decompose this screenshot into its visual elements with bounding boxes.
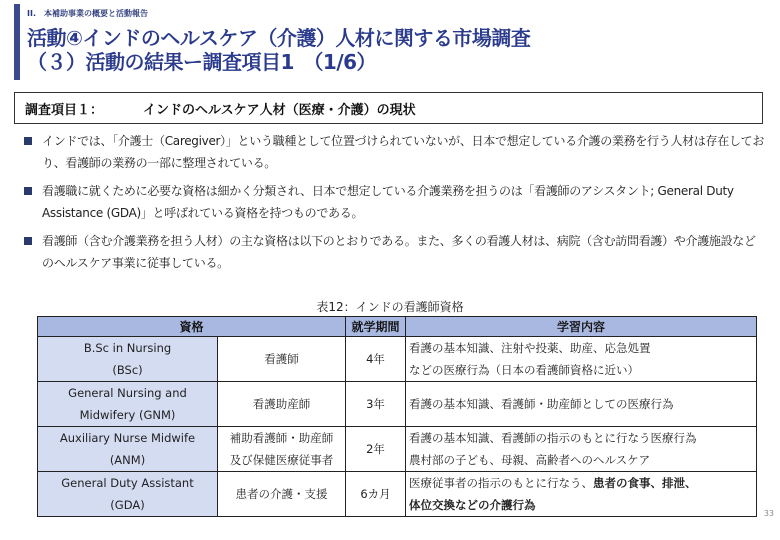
bullet-text: インドでは、「介護士（Caregiver）」という職種として位置づけられていないが、日本で想定している介護の業務を行う人材は存在しており、看護師の業務の一部に整理されている。 (42, 134, 765, 170)
section-label: II. 本補助事業の概要と活動報告 (27, 9, 148, 18)
qualification-english: General Nursing and Midwifery (GNM) (38, 382, 218, 427)
study-period: 2年 (346, 427, 406, 472)
study-period: 3年 (346, 382, 406, 427)
topic-box (14, 92, 763, 124)
page-title (27, 26, 530, 74)
bullet-item (20, 230, 765, 274)
study-period: 4年 (346, 337, 406, 382)
bullet-item (20, 180, 765, 224)
bullet-item (20, 130, 765, 174)
study-content: 看護の基本知識、看護師・助産師としての医療行為 (406, 382, 757, 427)
topic-text: インドのヘルスケア人材（医療・介護）の現状 (143, 102, 416, 118)
table-caption: 表12：インドの看護師資格 (316, 300, 464, 314)
topic-label: 調査項目１： (25, 102, 104, 118)
table-row (38, 382, 757, 427)
bullet-text: 看護職に就くために必要な資格は細かく分類され、日本で想定している介護業務を担うのは「看護師のアシスタント; General Duty Assistance (GDA)」と呼ばれている資格を持つものである。 (42, 184, 734, 220)
page-title-line1: 活動④インドのヘルスケア（介護）人材に関する市場調査 (27, 26, 531, 50)
bullet-square-icon (24, 137, 32, 145)
table-header-row (38, 317, 757, 337)
qualification-japanese: 看護師 (218, 337, 346, 382)
qualification-english: Auxiliary Nurse Midwife (ANM) (38, 427, 218, 472)
page-title-line2: （３）活動の結果ー調査項目1 （1/6） (27, 50, 377, 74)
qualification-english: B.Sc in Nursing (BSc) (38, 337, 218, 382)
table-row (38, 337, 757, 382)
qualification-japanese: 補助看護師・助産師 及び保健医療従事者 (218, 427, 346, 472)
qualification-japanese: 看護助産師 (218, 382, 346, 427)
qualification-table (37, 316, 757, 517)
study-content: 医療従事者の指示のもとに行なう、患者の食事、排泄、 体位交換などの介護行為 (406, 472, 757, 517)
bullet-list (20, 130, 765, 280)
header-accent-bar (14, 4, 20, 80)
page-number: 33 (763, 509, 774, 518)
header-content: 学習内容 (406, 317, 757, 337)
qualification-japanese: 患者の介護・支援 (218, 472, 346, 517)
study-period: 6カ月 (346, 472, 406, 517)
table-row (38, 427, 757, 472)
bullet-square-icon (24, 187, 32, 195)
table-row (38, 472, 757, 517)
header-qualification: 資格 (38, 317, 346, 337)
bullet-text: 看護師（含む介護業務を担う人材）の主な資格は以下のとおりである。また、多くの看護人材は、病院（含む訪問看護）や介護施設などのヘルスケア事業に従事している。 (42, 234, 756, 270)
study-content: 看護の基本知識、注射や投薬、助産、応急処置 などの医療行為（日本の看護師資格に近い） (406, 337, 757, 382)
qualification-english: General Duty Assistant (GDA) (38, 472, 218, 517)
bullet-square-icon (24, 237, 32, 245)
header-period: 就学期間 (346, 317, 406, 337)
study-content: 看護の基本知識、看護師の指示のもとに行なう医療行為 農村部の子ども、母親、高齢者へのヘルスケア (406, 427, 757, 472)
